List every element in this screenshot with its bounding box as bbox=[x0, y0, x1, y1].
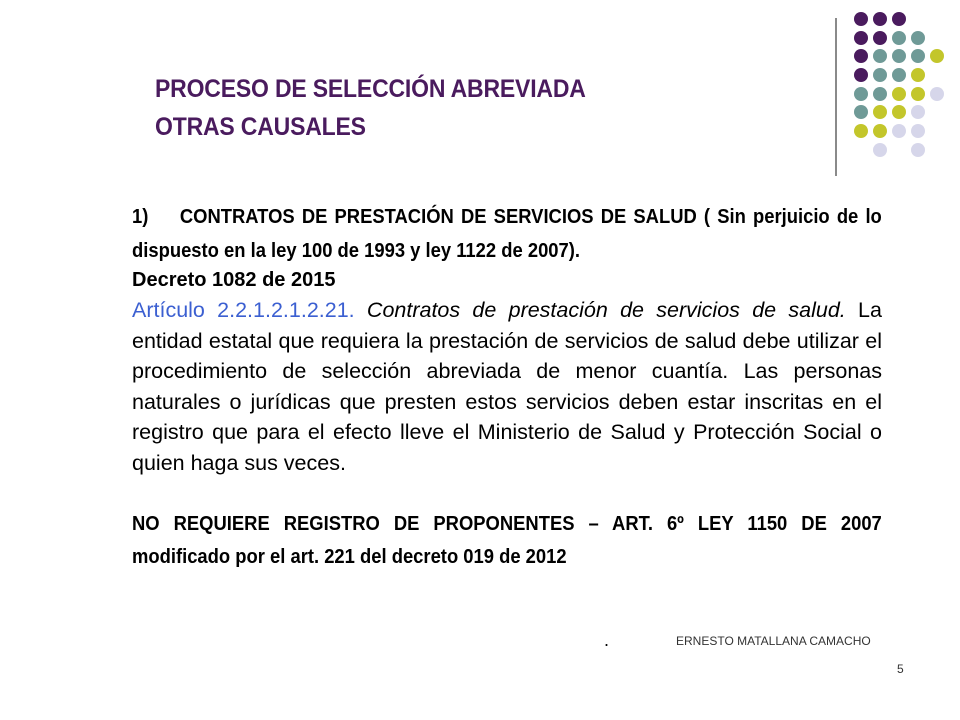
footer-dot: . bbox=[604, 630, 610, 650]
title-line-1: PROCESO DE SELECCIÓN ABREVIADA bbox=[155, 75, 586, 103]
dot bbox=[892, 87, 906, 101]
page-number: 5 bbox=[897, 662, 904, 676]
dot bbox=[892, 124, 906, 138]
dot bbox=[911, 68, 925, 82]
dot bbox=[873, 31, 887, 45]
list-item-1 bbox=[132, 200, 882, 268]
dot bbox=[911, 49, 925, 63]
title-line-2: OTRAS CAUSALES bbox=[155, 113, 366, 141]
dot bbox=[892, 12, 906, 26]
dot bbox=[892, 31, 906, 45]
dot bbox=[873, 143, 887, 157]
dot bbox=[911, 124, 925, 138]
dot bbox=[854, 68, 868, 82]
dot bbox=[892, 68, 906, 82]
dot bbox=[930, 49, 944, 63]
decorative-dot-grid bbox=[850, 12, 940, 162]
footer-author: ERNESTO MATALLANA CAMACHO bbox=[676, 634, 871, 648]
dot bbox=[911, 31, 925, 45]
dot bbox=[873, 124, 887, 138]
no-requiere-note: NO REQUIERE REGISTRO DE PROPONENTES – ART. 6º LEY 1150 DE 2007 modificado por el art. 221 del decreto 019 de 2012 bbox=[132, 513, 882, 568]
dot bbox=[854, 87, 868, 101]
dot bbox=[930, 87, 944, 101]
article-body: La entidad estatal que requiera la prestación de servicios de salud debe utilizar el procedimiento de selección abreviada de menor cuantía. Las personas naturales o jurídicas que presten estos servicios deben estar inscritas en el registro que para el efecto lleve el Ministerio de Salud y Protección Social o quien haga sus veces. bbox=[132, 298, 882, 475]
dot bbox=[854, 12, 868, 26]
dot bbox=[873, 12, 887, 26]
dot bbox=[873, 68, 887, 82]
decreto-heading: Decreto 1082 de 2015 bbox=[132, 269, 336, 291]
article-heading: Contratos de prestación de servicios de salud. bbox=[366, 298, 846, 322]
dot bbox=[892, 105, 906, 119]
list-item-number: 1) bbox=[132, 206, 149, 228]
slide-title bbox=[155, 70, 725, 146]
dot bbox=[873, 105, 887, 119]
dot bbox=[873, 49, 887, 63]
dot bbox=[854, 31, 868, 45]
article-reference: Artículo 2.2.1.2.1.2.21. bbox=[132, 298, 355, 322]
slide-body bbox=[132, 200, 882, 574]
article-paragraph bbox=[132, 295, 882, 478]
dot bbox=[873, 87, 887, 101]
dot bbox=[854, 124, 868, 138]
dot bbox=[911, 143, 925, 157]
dot bbox=[854, 49, 868, 63]
dot bbox=[911, 105, 925, 119]
vertical-divider bbox=[835, 18, 837, 176]
list-item-text: CONTRATOS DE PRESTACIÓN DE SERVICIOS DE SALUD ( Sin perjuicio de lo dispuesto en la ley 100 de 1993 y ley 1122 de 2007). bbox=[132, 206, 882, 262]
dot bbox=[854, 105, 868, 119]
dot bbox=[911, 87, 925, 101]
dot bbox=[892, 49, 906, 63]
